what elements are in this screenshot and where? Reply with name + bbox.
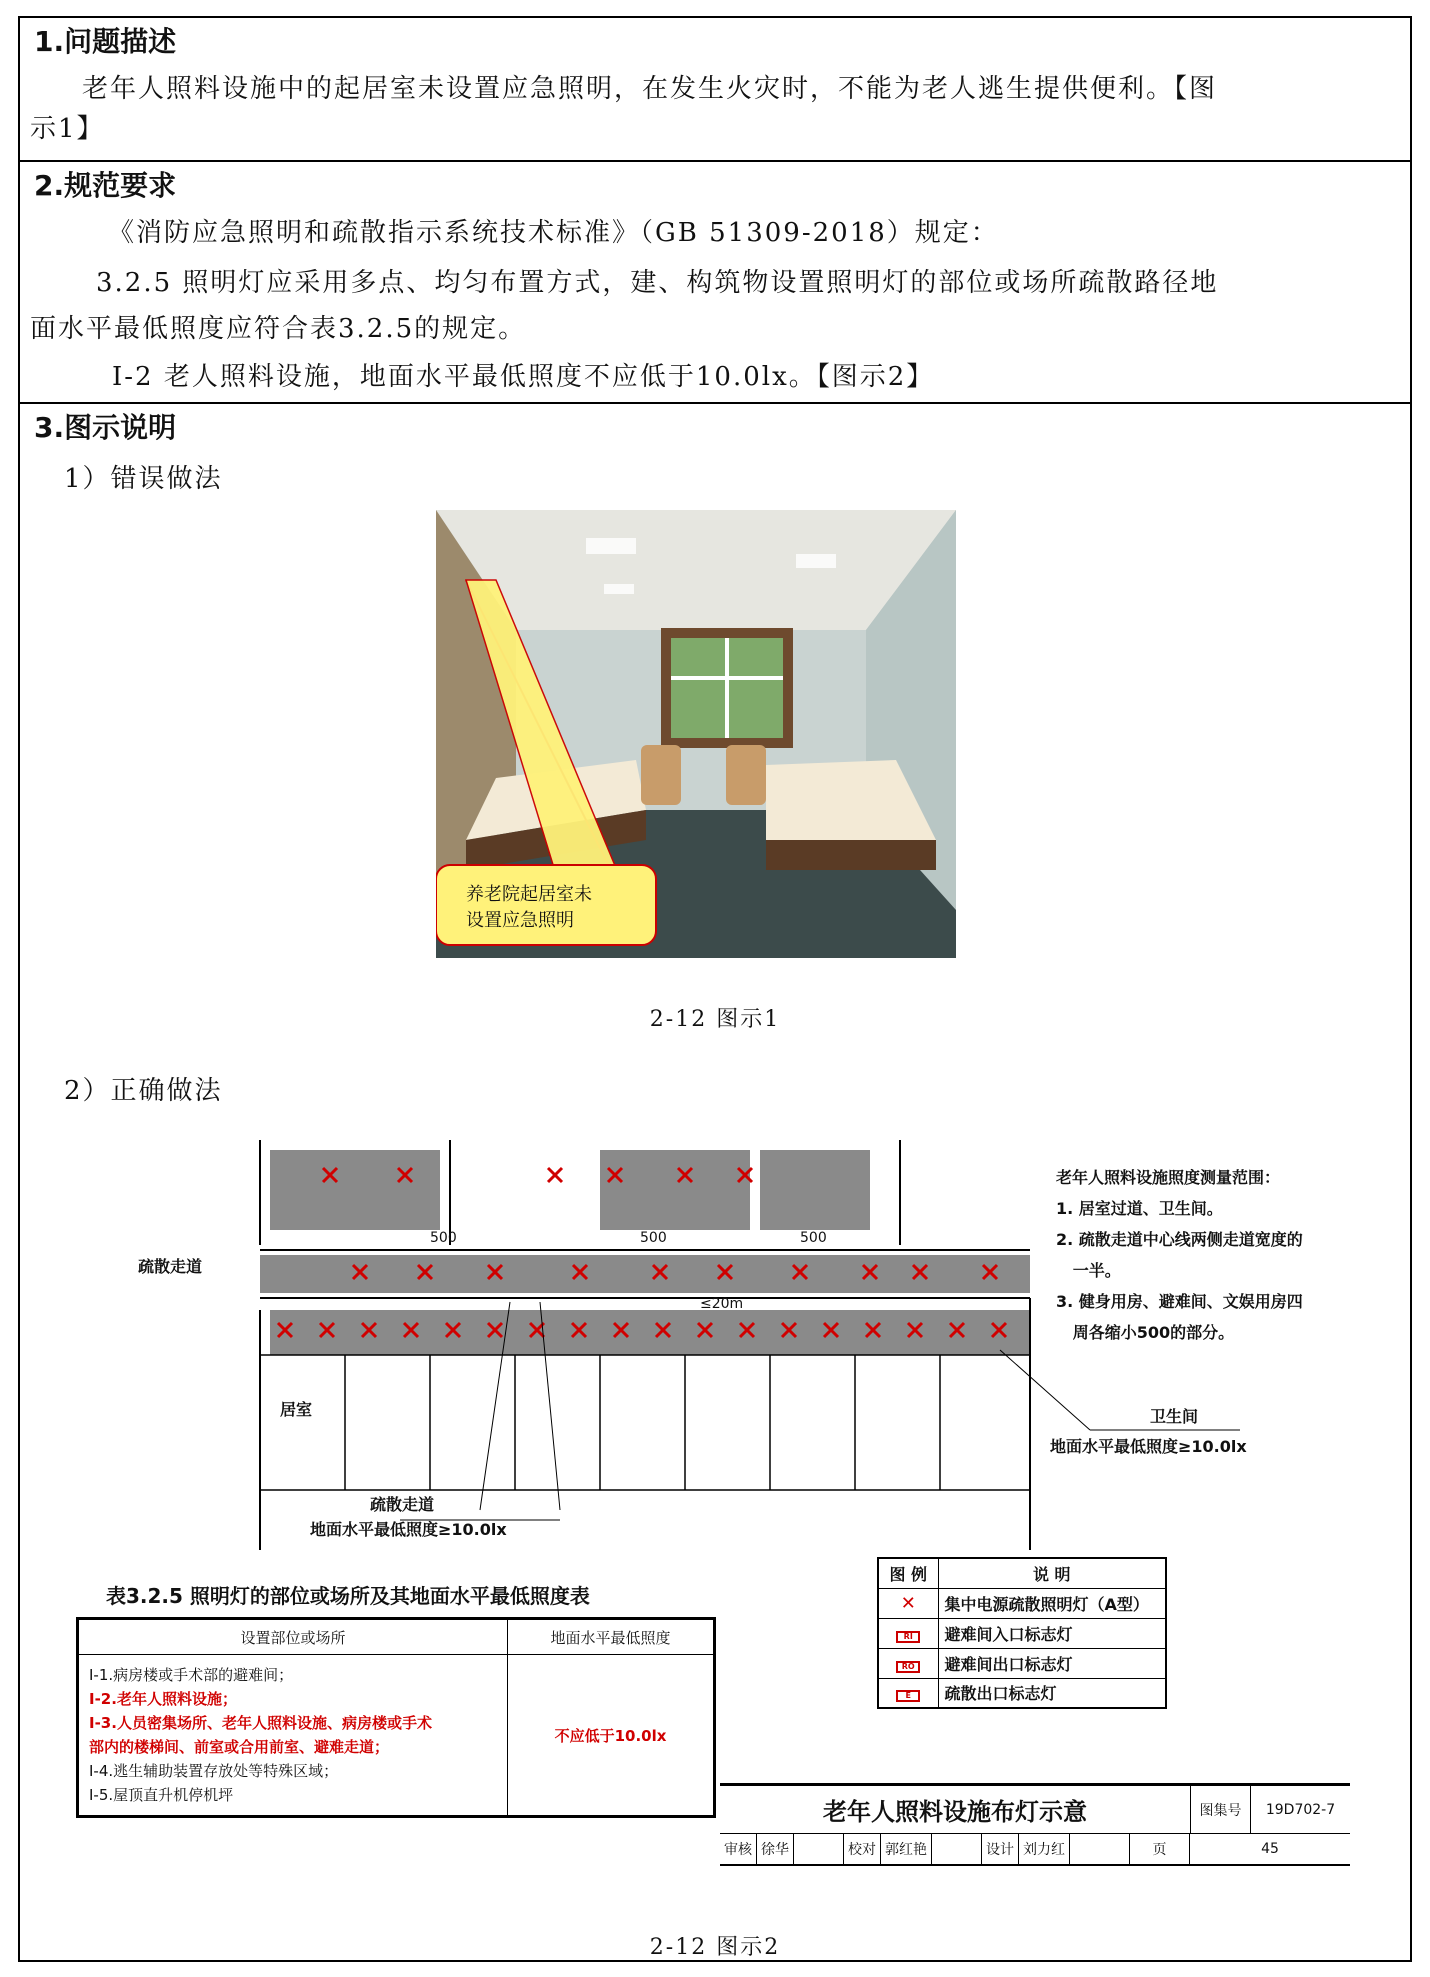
callout-line2: 设置应急照明 bbox=[466, 910, 574, 931]
spec-line3: 面水平最低照度应符合表3.2.5的规定。 bbox=[30, 314, 527, 344]
room-photo bbox=[436, 510, 956, 958]
caption-2: 2-12 图示2 bbox=[649, 1935, 781, 1960]
legend-desc: 避难间出口标志灯 bbox=[938, 1648, 1166, 1678]
spec-line2: 3.2.5 照明灯应采用多点、均匀布置方式，建、构筑物设置照明灯的部位或场所疏散路径地 bbox=[96, 268, 1219, 298]
refuge-exit-sign-icon: RO bbox=[896, 1661, 920, 1673]
wrong-label: 1）错误做法 bbox=[64, 464, 223, 494]
legend-header-symbol: 图 例 bbox=[878, 1558, 938, 1588]
refuge-entry-sign-icon: RI bbox=[896, 1631, 920, 1643]
legend-header-desc: 说 明 bbox=[938, 1558, 1166, 1588]
lux-value: 不应低于10.0lx bbox=[508, 1655, 715, 1817]
label-bathroom-lux: 地面水平最低照度≥10.0lx bbox=[1050, 1437, 1247, 1456]
illuminance-table-title: 表3.2.5 照明灯的部位或场所及其地面水平最低照度表 bbox=[106, 1584, 590, 1608]
divider bbox=[20, 402, 1410, 404]
spec-line1: 《消防应急照明和疏散指示系统技术标准》（GB 51309-2018）规定： bbox=[108, 218, 999, 248]
emergency-light-icon bbox=[548, 1168, 562, 1182]
label-room: 居室 bbox=[280, 1400, 313, 1419]
table-row: Ⅰ-3.人员密集场所、老年人照料设施、病房楼或手术 bbox=[89, 1714, 432, 1732]
note-line: 老年人照料设施照度测量范围： bbox=[1056, 1168, 1281, 1187]
label-bathroom: 卫生间 bbox=[1150, 1407, 1199, 1426]
dim-3: 500 bbox=[800, 1230, 827, 1246]
col-place: 设置部位或场所 bbox=[78, 1619, 508, 1655]
section1-line2: 示1】 bbox=[30, 114, 105, 144]
note-line: 周各缩小500的部分。 bbox=[1056, 1323, 1235, 1342]
light-symbol-icon: ✕ bbox=[878, 1588, 938, 1618]
drawing-title-block bbox=[720, 1783, 1350, 1866]
note-line: 1. 居室过道、卫生间。 bbox=[1056, 1199, 1223, 1218]
note-line: 3. 健身用房、避难间、文娱用房四 bbox=[1056, 1292, 1303, 1311]
check-label: 校对 bbox=[844, 1834, 881, 1864]
table-row: Ⅰ-4.逃生辅助装置存放处等特殊区域； bbox=[89, 1762, 339, 1780]
label-corridor-lux: 地面水平最低照度≥10.0lx bbox=[310, 1520, 507, 1539]
illuminance-table bbox=[76, 1617, 716, 1818]
label-corridor-left: 疏散走道 bbox=[138, 1257, 203, 1276]
signature-2 bbox=[932, 1834, 982, 1864]
atlas-label: 图集号 bbox=[1190, 1786, 1250, 1833]
page-number: 45 bbox=[1261, 1841, 1279, 1857]
dim-1: 500 bbox=[430, 1230, 457, 1246]
legend-desc: 疏散出口标志灯 bbox=[938, 1678, 1166, 1708]
exit-sign-icon: E bbox=[896, 1690, 920, 1702]
dim-2: 500 bbox=[640, 1230, 667, 1246]
illuminance-table-block bbox=[76, 1580, 726, 1818]
drawing-title: 老年人照料设施布灯示意 bbox=[823, 1798, 1087, 1826]
photo-callout bbox=[466, 882, 592, 934]
dim-20m: ≤20m bbox=[700, 1296, 744, 1312]
section1-title: 1.问题描述 bbox=[34, 25, 177, 58]
section1-line1: 老年人照料设施中的起居室未设置应急照明，在发生火灾时，不能为老人逃生提供便利。【图 bbox=[82, 74, 1218, 104]
caption-1: 2-12 图示1 bbox=[649, 1007, 781, 1032]
note-line: 2. 疏散走道中心线两侧走道宽度的 bbox=[1056, 1230, 1303, 1249]
legend-table bbox=[877, 1557, 1167, 1709]
table-row: 部内的楼梯间、前室或合用前室、避难走道； bbox=[89, 1738, 390, 1756]
signature-1 bbox=[794, 1834, 844, 1864]
legend-desc: 避难间入口标志灯 bbox=[938, 1618, 1166, 1648]
reviewer: 徐华 bbox=[757, 1834, 794, 1864]
right-label: 2）正确做法 bbox=[64, 1076, 223, 1106]
section3-title: 3.图示说明 bbox=[34, 411, 177, 444]
designer: 刘力红 bbox=[1019, 1834, 1070, 1864]
note-line: 一半。 bbox=[1056, 1261, 1121, 1280]
col-lux: 地面水平最低照度 bbox=[508, 1619, 715, 1655]
measurement-notes bbox=[1056, 1162, 1346, 1348]
legend-desc: 集中电源疏散照明灯（A型） bbox=[938, 1588, 1166, 1618]
label-corridor-bottom: 疏散走道 bbox=[370, 1495, 435, 1514]
divider bbox=[20, 160, 1410, 162]
review-label: 审核 bbox=[720, 1834, 757, 1864]
table-row: Ⅰ-5.屋顶直升机停机坪 bbox=[89, 1786, 234, 1804]
table-row: Ⅰ-1.病房楼或手术部的避难间； bbox=[89, 1666, 294, 1684]
spec-line4: Ⅰ-2 老人照料设施，地面水平最低照度不应低于10.0lx。【图示2】 bbox=[112, 362, 935, 392]
section2-title: 2.规范要求 bbox=[34, 169, 177, 202]
signature-3 bbox=[1070, 1834, 1130, 1864]
design-label: 设计 bbox=[982, 1834, 1019, 1864]
table-row: Ⅰ-2.老年人照料设施； bbox=[89, 1690, 237, 1708]
atlas-number: 19D702-7 bbox=[1250, 1786, 1350, 1833]
section1-text bbox=[82, 70, 1402, 108]
callout-line1: 养老院起居室未 bbox=[466, 884, 592, 905]
page-label: 页 bbox=[1130, 1834, 1190, 1864]
checker: 郭红艳 bbox=[881, 1834, 932, 1864]
